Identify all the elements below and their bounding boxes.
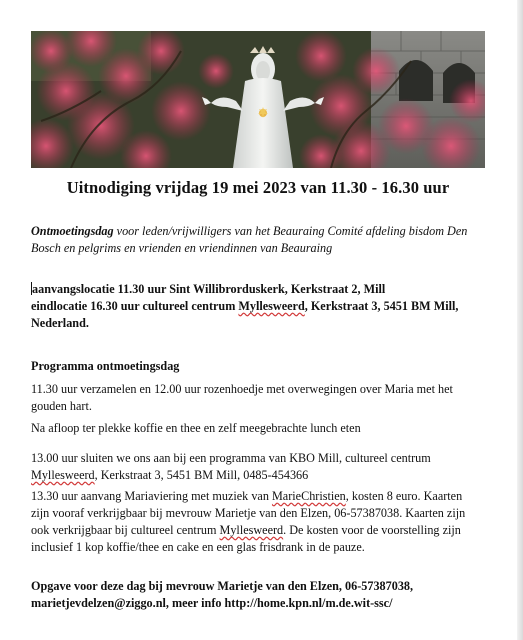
signup-line1: Opgave voor deze dag bij mevrouw Marietje van den Elzen, 06-57387038,	[31, 579, 414, 593]
program-item-3-line2: , Kerkstraat 3, 5451 BM Mill, 0485-454366	[94, 468, 309, 482]
intro-line1: voor leden/vrijwilligers van het Beauraing Comité afdeling bisdom Den	[113, 224, 468, 238]
program-item-4	[31, 488, 493, 556]
program-item-4-line3-b: . De kosten voor de voorstelling zijn	[283, 523, 461, 537]
program-heading: Programma ontmoetingsdag	[31, 359, 180, 373]
program-item-3-venue: Myllesweerd	[31, 468, 95, 482]
statue-garden-photo-icon	[31, 31, 485, 168]
program-item-1-line1: 11.30 uur verzamelen en 12.00 uur rozenhoedje met overwegingen over Maria met het	[31, 382, 453, 396]
page-edge	[517, 0, 523, 640]
end-location-b: , Kerkstraat 3, 5451 BM Mill,	[304, 299, 459, 313]
end-location-a: eindlocatie 16.30 uur cultureel centrum	[31, 299, 239, 313]
program-item-4-line1-b: , kosten 8 euro. Kaarten	[345, 489, 463, 503]
intro-lead: Ontmoetingsdag	[31, 224, 114, 238]
intro-line2: Bosch en pelgrims en vrienden en vriendinnen van Beauraing	[31, 241, 333, 255]
program-item-4-performer: MarieChristien	[271, 489, 346, 503]
hero-photo	[31, 31, 485, 168]
program-item-3	[31, 450, 493, 484]
invitation-title: Uitnodiging vrijdag 19 mei 2023 van 11.30 - 16.30 uur	[66, 178, 450, 197]
intro-paragraph	[31, 223, 493, 257]
program-item-2: Na afloop ter plekke koffie en thee en zelf meegebrachte lunch eten	[31, 421, 361, 435]
program-item-4-line1-a: 13.30 uur aanvang Mariaviering met muziek van	[31, 489, 272, 503]
signup-line2: marietjevdelzen@ziggo.nl, meer info http://home.kpn.nl/m.de.wit-ssc/	[31, 596, 393, 610]
program-item-4-line2: zijn vooraf verkrijgbaar bij mevrouw Marietje van den Elzen, 06-57387038. Kaarten zijn	[31, 506, 466, 520]
program-item-1	[31, 381, 493, 415]
end-location-country: Nederland.	[31, 316, 89, 330]
end-location-venue: Myllesweerd	[238, 299, 305, 313]
program-item-4-line4: inclusief 1 kop koffie/thee en cake en een glas frisdrank in de pauze.	[31, 540, 365, 554]
program-item-3-line1: 13.00 uur sluiten we ons aan bij een programma van KBO Mill, cultureel centrum	[31, 451, 431, 465]
program-item-1-line2: gouden hart.	[31, 399, 92, 413]
start-location: aanvangslocatie 11.30 uur Sint Willibrorduskerk, Kerkstraat 2, Mill	[32, 282, 386, 296]
program-item-4-line3-a: ook verkrijgbaar bij cultureel centrum	[31, 523, 220, 537]
program-item-4-venue: Myllesweerd	[219, 523, 284, 537]
signup-paragraph	[31, 578, 493, 612]
locations-paragraph	[31, 281, 493, 332]
